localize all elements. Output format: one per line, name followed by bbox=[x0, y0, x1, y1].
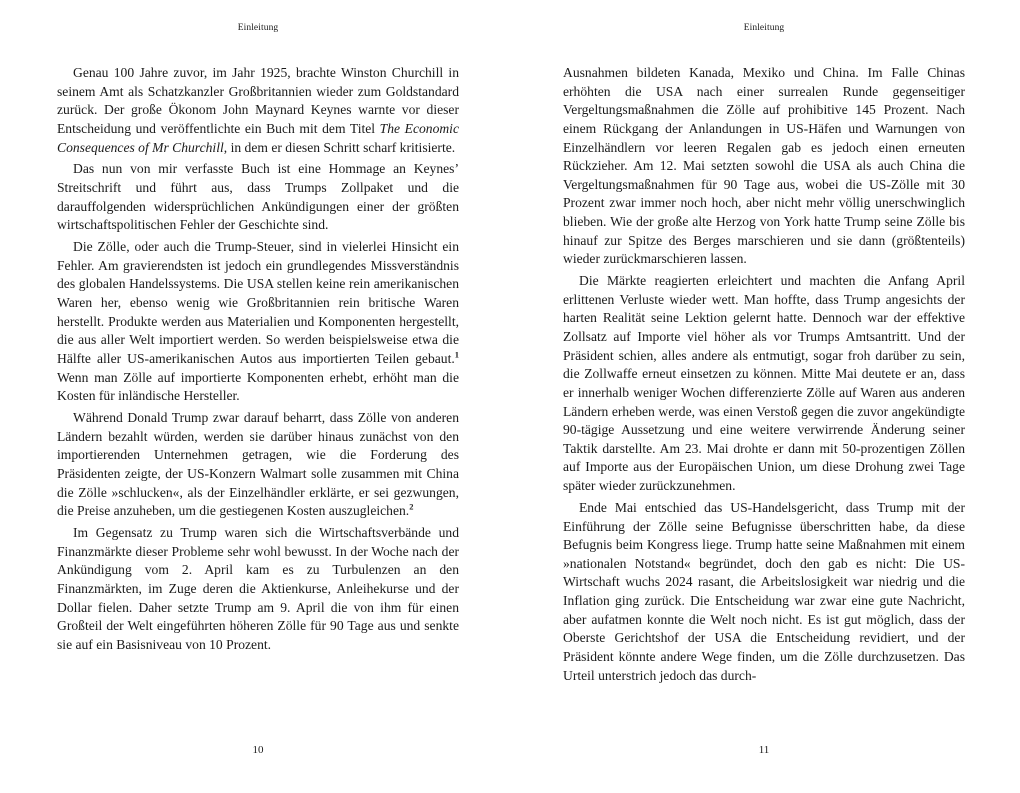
running-head-right: Einleitung bbox=[743, 23, 785, 33]
page-number-left: 10 bbox=[252, 744, 264, 756]
paragraph: Im Gegensatz zu Trump waren sich die Wirtschaftsverbände und Finanzmärkte dieser Probleme sehr wohl bewusst. In der Woche nach der Ankündigung vom 2. April kam es zu Turbulenzen an den Finanzmärkten, im Zuge deren die Aktienkurse, Anleihekurse und der Dollar fielen. Daher setzte Trump am 9. April die von ihm für einen Großteil der Welt eingeführten höheren Zölle für 90 Tage aus und senkte sie auf ein Basisniveau von 10 Prozent. bbox=[57, 525, 459, 652]
paragraph: Das nun von mir verfasste Buch ist eine Hommage an Keynes’ Streitschrift und führt aus, dass Trumps Zollpaket und die darauffolgenden widersprüchlichen Ankündigungen einer der größten wirtschaftspolitischen Fehler der Geschichte sind. bbox=[57, 161, 459, 233]
footnote-marker: 1 bbox=[454, 349, 459, 360]
running-head-left: Einleitung bbox=[237, 23, 279, 33]
left-page-body bbox=[57, 64, 459, 655]
paragraph: Die Zölle, oder auch die Trump-Steuer, sind in vielerlei Hinsicht ein Fehler. Am gravierendsten ist jedoch ein grundlegendes Missverständnis des globalen Handelssystems. Die USA stellen keine rein amerikanischen Waren her, ebenso wenig wie Großbritannien rein britische Waren herstellt. Produkte werden aus Materialien und Komponenten hergestellt, die aus aller Welt importiert werden. So werden beispielsweise etwa die Hälfte aller US-amerikanischen Autos aus importierten Teilen gebaut.$^1$ Wenn man Zölle auf importierte Komponenten erhebt, erhöht man die Kosten für inländische Hersteller. bbox=[57, 239, 459, 404]
right-page bbox=[563, 0, 965, 793]
paragraph: Ende Mai entschied das US-Handelsgericht, dass Trump mit der Einführung der Zölle seine Befugnisse überschritten habe, da diese Befugnis beim Kongress liege. Trump hatte seine Maßnahmen mit einem »nationalen Notstand« begründet, doch den gab es nicht: Die US-Wirtschaft wuchs 2024 rasant, die Arbeitslosigkeit war niedrig und die Inflation ging zurück. Die Entscheidung war zwar eine gute Nachricht, aber aufatmen konnte die Welt noch nicht. Es ist gut möglich, dass der Oberste Gerichtshof der USA die Entscheidung revidiert, und der Präsident könnte andere Wege finden, um die Zölle durchzusetzen. Das Urteil unterstrich jedoch das durch- bbox=[563, 499, 965, 683]
paragraph: Die Märkte reagierten erleichtert und machten die Anfang April erlittenen Verluste wieder wett. Man hoffte, dass Trump angesichts der harten Realität seine Lektion gelernt hatte. Dennoch war der effektive Zollsatz auf Importe viel höher als vor Trumps Amtsantritt. Und der Präsident schien, alles andere als entmutigt, sogar froh darüber zu sein, die Zollwaffe erneut einsetzen zu können. Mitte Mai deutete er an, dass er innerhalb weniger Wochen differenzierte Zölle auf Waren aus anderen Ländern erheben werde, was einen Verstoß gegen die zuvor angekündigte 90-tägige Aussetzung und eine weitere verwirrende Änderung seiner Taktik darstellte. Am 23. Mai drohte er dann mit 50-prozentigen Zöllen auf Importe aus der Europäischen Union, um diese Drohung zwei Tage später wieder zurückzunehmen. bbox=[563, 273, 965, 494]
paragraph: Genau 100 Jahre zuvor, im Jahr 1925, brachte Winston Churchill in seinem Amt als Schatzkanzler Großbritannien wieder zum Goldstandard zurück. Der große Ökonom John Maynard Keynes warnte vor dieser Entscheidung und veröffentlichte ein Buch mit dem Titel The Economic Consequences of Mr Churchill, in dem er diesen Schritt scharf kritisierte. bbox=[57, 65, 459, 155]
book-title: The Economic Consequences of Mr Churchill bbox=[57, 120, 459, 155]
right-page-body bbox=[563, 64, 965, 685]
footnote-marker: 2 bbox=[409, 501, 414, 512]
paragraph: Ausnahmen bildeten Kanada, Mexiko und China. Im Falle Chinas erhöhten die USA nach einer surrealen Runde gegenseitiger Vergeltungsmaßnahmen die Zölle auf prohibitive 145 Prozent. Nach einem Rückgang der Anlandungen in US-Häfen und Warnungen von Einzelhändlern vor leeren Regalen gab es jedoch einen erneuten Rückzieher. Am 12. Mai setzten sowohl die USA als auch China die Vergeltungsmaßnahmen für 90 Tage aus, wobei die US-Zölle mit 30 Prozent zwar immer noch hoch, aber nicht mehr völlig unerschwinglich blieben. Wie der große alte Herzog von York hatte Trump seine Zölle bis hinauf zur Spitze des Berges marschieren und sie dann (größtenteils) wieder zurückmarschieren lassen. bbox=[563, 65, 965, 267]
page-number-right: 11 bbox=[758, 744, 770, 756]
paragraph: Während Donald Trump zwar darauf beharrt, dass Zölle von anderen Ländern bezahlt würden, werden sie darüber hinaus zunächst von den importierenden Unternehmen getragen, wie die Forderung des Präsidenten zeigte, der US-Konzern Walmart solle zusammen mit China die Zölle »schlucken«, als der Einzelhändler erklärte, er sei gezwungen, die Preise anzuheben, um die gestiegenen Kosten auszugleichen.$^2$ bbox=[57, 410, 459, 519]
left-page bbox=[57, 0, 459, 793]
